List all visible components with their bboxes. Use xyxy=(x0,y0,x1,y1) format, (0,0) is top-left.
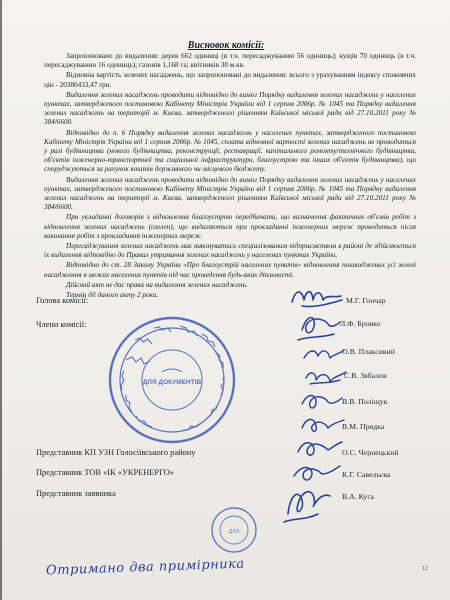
signature-icon xyxy=(302,419,344,431)
signer-name: В.М. Прядка xyxy=(342,422,385,431)
signer-name: В.А. Куга xyxy=(342,492,374,501)
handwritten-note: Отримано два примірника xyxy=(45,556,245,579)
paragraph: Відповідно до п. 6 Порядку видалення зелених насаджень у населених пунктах, затвердженого постановою Кабінету Міністрів України від 1 серпня 2006р. № 1045, сплата відновної вартості зелених насаджень не проводиться у разі будівництва (нового будівництва, реконструкції, реставрації, капітального ремонту/технічного будівництва, об'єктів інженерно-транспортної та соціальної інфраструктури, благоустрою та інших об'єктів будівництва), що споруджуються за рахунок коштів державного чи місцевого бюджету. xyxy=(44,128,416,174)
signature-icon xyxy=(302,396,342,409)
signer-name: О.В. Плаксивий xyxy=(342,347,395,356)
paragraph: Термін дії даного акту 2 роки. xyxy=(66,291,159,300)
representative-label: Представник ТОВ «ІК «УКРЕНЕРГО» xyxy=(36,468,174,477)
representative-label: Представник заявника xyxy=(36,489,116,498)
paragraph: Видалення зелених насаджень проводити відповідно до вимог Порядку видалення зелених насаджень у населених пунктах, затвердженого постановою Кабінету Міністрів України від 1 серпня 2006р. № 1045 та Порядку видалення зелених насаджень на території м. Києва, затвердженого рішенням Київської міської ради від 27.10.2011 року № 384/6600. xyxy=(44,175,416,212)
paragraph: При укладанні договорів з відновлення благоустрою передбачати, що визначення фактичних об'ємів робіт з відновлення зелених насаджень (озелен), що видаляються при прокладанні інженерних мереж проводиться після виконання робіт з прокладання інженерних мереж. xyxy=(44,213,416,240)
representative-label: Представник КП УЗН Голосіївського району xyxy=(36,448,196,457)
signature-icon xyxy=(298,442,342,455)
signer-name: Л.Ф. Бровко xyxy=(340,319,381,328)
signature-icon xyxy=(306,372,346,384)
signer-name: К.Г. Савельєва xyxy=(342,470,391,479)
paragraph: Відновна вартість зелених насаджень, що запропоновані до видалення: всього з урахуванням індексу споживчих цін - 20380433,47 грн. xyxy=(44,71,416,89)
ink-overlay xyxy=(2,0,450,600)
document-page xyxy=(2,0,450,600)
signature-icon xyxy=(304,350,344,358)
signer-name: М.Г. Гончар xyxy=(346,296,386,305)
signer-name: В.В. Поліщук xyxy=(342,397,388,406)
paragraph: Видалення зелених насаджень проводити відповідно до вимог Порядку видалення зелених насаджень у населених пунктах, затвердженого постановою Кабінету Міністрів України від 1 серпня 2006р. № 1045 та Порядку видалення зелених насаджень на території м. Києва, затвердженого рішенням Київської міської ради від 27.10.2011 року № 384/6600. xyxy=(44,90,416,127)
members-label: Члени комісії: xyxy=(36,320,87,329)
signer-name: О.С. Чернецький xyxy=(342,448,399,457)
signature-icon xyxy=(284,492,330,522)
document-title: Висновок комісії: xyxy=(187,40,265,51)
paragraph: Запропоновано до видалення: дерев 662 одиниці (в т.ч. пересаджуванню 56 одиниць); кущів 70 одиниць (в т.ч. пересаджуванню 16 одиниць); газонів 1,168 га; квітників 30 м.кв. xyxy=(44,52,416,70)
signature-icon xyxy=(294,466,340,480)
svg-text:ДЛЯ: ДЛЯ xyxy=(228,529,240,535)
signature-icon xyxy=(292,292,342,307)
page-number: 12 xyxy=(422,566,428,572)
paragraph: Відповідно до ст. 28 Закону України «Про благоустрій населених пунктів» відновлення пошкоджених усі зелені насадження в межах населених пунктів під час проведення будь-яких діяльності. xyxy=(44,261,416,279)
head-label: Голова комісії: xyxy=(36,296,89,305)
signer-name: С.В. Зябалов xyxy=(344,371,387,380)
signatures-ink xyxy=(284,292,346,522)
signature-icon xyxy=(298,318,340,341)
paragraph: Дійсний акт не дає права на видалення зелених насаджень. xyxy=(66,280,248,289)
official-stamp xyxy=(110,318,234,442)
small-stamp xyxy=(212,508,256,552)
stamp-center-text: ДЛЯ ДОКУМЕНТІВ xyxy=(142,379,202,386)
paragraph: Пересаджування зелених насаджень має виконуватись спеціалізованим підприємством в районі де здійснюється їх видалення відповідно до Правил утримання зелених насаджень у населених пунктах України. xyxy=(44,242,416,260)
